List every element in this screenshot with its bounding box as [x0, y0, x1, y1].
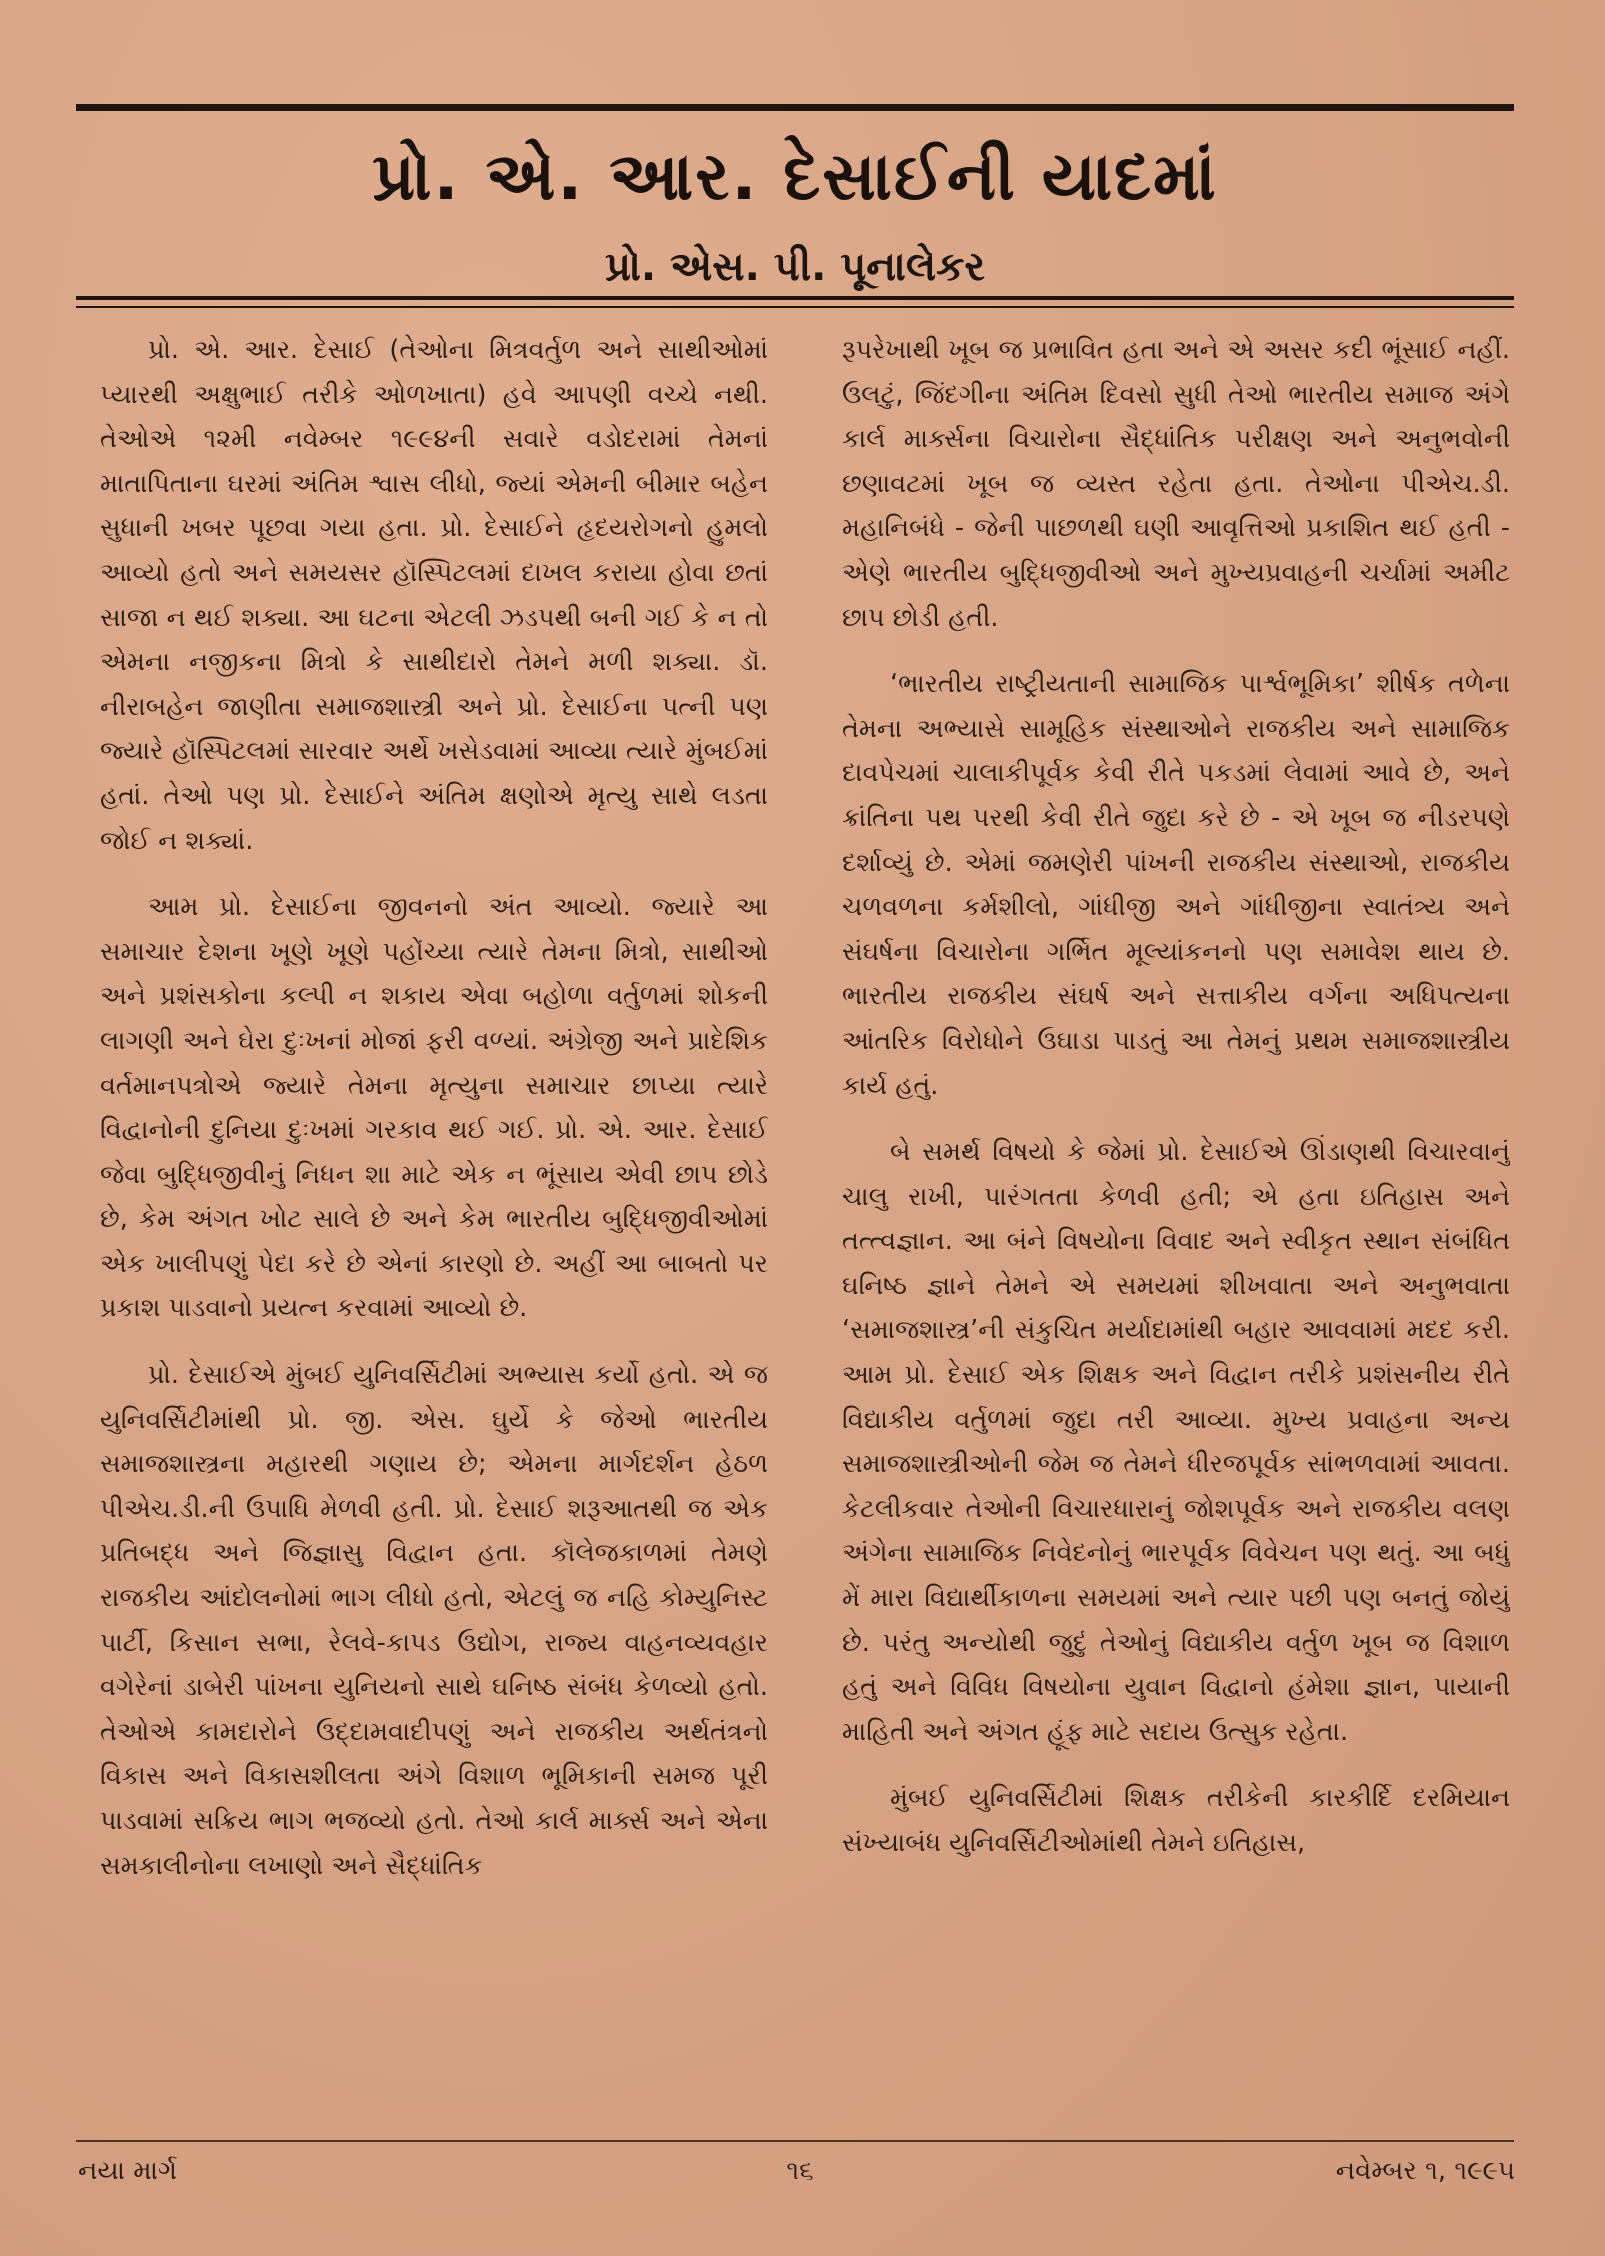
- header-rule-thick: [76, 296, 1514, 300]
- paragraph: બે સમર્થ વિષયો કે જેમાં પ્રો. દેસાઈએ ઊંડાણથી વિચારવાનું ચાલુ રાખી, પારંગતતા કેળવી હતી; એ હતા ઇતિહાસ અને તત્ત્વજ્ઞાન. આ બંને વિષયોના વિવાદ અને સ્વીકૃત સ્થાન સંબંધિત ઘનિષ્ઠ જ્ઞાને તેમને એ સમયમાં શીખવાતા અને અનુભવાતા ‘સમાજશાસ્ત્ર’ની સંકુચિત મર્યાદામાંથી બહાર આવવામાં મદદ કરી. આમ પ્રો. દેસાઈ એક શિક્ષક અને વિદ્વાન તરીકે પ્રશંસનીય રીતે વિદ્યાકીય વર્તુળમાં જુદા તરી આવ્યા. મુખ્ય પ્રવાહના અન્ય સમાજશાસ્ત્રીઓની જેમ જ તેમને ધીરજપૂર્વક સાંભળવામાં આવતા. કેટલીકવાર તેઓની વિચારધારાનું જોશપૂર્વક અને રાજકીય વલણ અંગેના સામાજિક નિવેદનોનું ભારપૂર્વક વિવેચન પણ થતું. આ બધું મેં મારા વિદ્યાર્થીકાળના સમયમાં અને ત્યાર પછી પણ બનતું જોયું છે. પરંતુ અન્યોથી જુદું તેઓનું વિદ્યાકીય વર્તુળ ખૂબ જ વિશાળ હતું અને વિવિધ વિષયોના યુવાન વિદ્વાનો હંમેશા જ્ઞાન, પાયાની માહિતી અને અંગત હૂંફ માટે સદાય ઉત્સુક રહેતા.: [842, 1137, 1510, 1747]
- footer-page-number: ૧૬: [786, 2156, 814, 2186]
- article-title: પ્રો. એ. આર. દેસાઈની યાદમાં: [372, 138, 1218, 215]
- paragraph: આમ પ્રો. દેસાઈના જીવનનો અંત આવ્યો. જ્યારે આ સમાચાર દેશના ખૂણે ખૂણે પહોંચ્યા ત્યારે તેમના મિત્રો, સાથીઓ અને પ્રશંસકોના કલ્પી ન શકાય એવા બહોળા વર્તુળમાં શોકની લાગણી અને ઘેરા દુઃખનાં મોજાં ફરી વળ્યાં. અંગ્રેજી અને પ્રાદેશિક વર્તમાનપત્રોએ જ્યારે તેમના મૃત્યુના સમાચાર છાપ્યા ત્યારે વિદ્વાનોની દુનિયા દુઃખમાં ગરકાવ થઈ ગઈ. પ્રો. એ. આર. દેસાઈ જેવા બુદ્ધિજીવીનું નિધન શા માટે એક ન ભૂંસાય એવી છાપ છોડે છે, કેમ અંગત ખોટ સાલે છે અને કેમ ભારતીય બુદ્ધિજીવીઓમાં એક ખાલીપણું પેદા કરે છે એનાં કારણો છે. અહીં આ બાબતો પર પ્રકાશ પાડવાનો પ્રયત્ન કરવામાં આવ્યો છે.: [100, 892, 768, 1324]
- header-rule-thin: [76, 306, 1514, 308]
- paragraph-continued: રૂપરેખાથી ખૂબ જ પ્રભાવિત હતા અને એ અસર કદી ભૂંસાઈ નહીં. ઉલટું, જિંદગીના અંતિમ દિવસો સુધી તેઓ ભારતીય સમાજ અંગે કાર્લ માર્ક્સના વિચારોના સૈદ્ધાંતિક પરીક્ષણ અને અનુભવોની છણાવટમાં ખૂબ જ વ્યસ્ત રહેતા હતા. તેઓના પીએચ.ડી. મહાનિબંધે - જેની પાછળથી ઘણી આવૃત્તિઓ પ્રકાશિત થઈ હતી - એણે ભારતીય બુદ્ધિજીવીઓ અને મુખ્યપ્રવાહની ચર્ચામાં અમીટ છાપ છોડી હતી.: [842, 335, 1510, 633]
- paragraph: મુંબઈ યુનિવર્સિટીમાં શિક્ષક તરીકેની કારકીર્દિ દરમિયાન સંખ્યાબંધ યુનિવર્સિટીઓમાંથી તેમને ઇતિહાસ,: [842, 1783, 1510, 1858]
- right-column: [842, 328, 1510, 2048]
- top-rule: [76, 104, 1514, 111]
- paragraph: પ્રો. દેસાઈએ મુંબઈ યુનિવર્સિટીમાં અભ્યાસ કર્યો હતો. એ જ યુનિવર્સિટીમાંથી પ્રો. જી. એસ. ઘુર્યે કે જેઓ ભારતીય સમાજશાસ્ત્રના મહારથી ગણાય છે; એમના માર્ગદર્શન હેઠળ પીએચ.ડી.ની ઉપાધિ મેળવી હતી. પ્રો. દેસાઈ શરૂઆતથી જ એક પ્રતિબદ્ધ અને જિજ્ઞાસુ વિદ્વાન હતા. કૉલેજકાળમાં તેમણે રાજકીય આંદોલનોમાં ભાગ લીધો હતો, એટલું જ નહિ કોમ્યુનિસ્ટ પાર્ટી, કિસાન સભા, રેલવે-કાપડ ઉદ્યોગ, રાજ્ય વાહનવ્યવહાર વગેરેનાં ડાબેરી પાંખના યુનિયનો સાથે ઘનિષ્ઠ સંબંધ કેળવ્યો હતો. તેઓએ કામદારોને ઉદ્દામવાદીપણું અને રાજકીય અર્થતંત્રનો વિકાસ અને વિકાસશીલતા અંગે વિશાળ ભૂમિકાની સમજ પૂરી પાડવામાં સક્રિય ભાગ ભજવ્યો હતો. તેઓ કાર્લ માર્ક્સ અને એના સમકાલીનોના લખાણો અને સૈદ્ધાંતિક: [100, 1360, 768, 1881]
- footer-rule: [76, 2140, 1514, 2142]
- paragraph: પ્રો. એ. આર. દેસાઈ (તેઓના મિત્રવર્તુળ અને સાથીઓમાં પ્યારથી અક્ષુભાઈ તરીકે ઓળખાતા) હવે આપણી વચ્ચે નથી. તેઓએ ૧૨મી નવેમ્બર ૧૯૯૪ની સવારે વડોદરામાં તેમનાં માતાપિતાના ઘરમાં અંતિમ શ્વાસ લીધો, જ્યાં એમની બીમાર બહેન સુધાની ખબર પૂછવા ગયા હતા. પ્રો. દેસાઈને હૃદયરોગનો હુમલો આવ્યો હતો અને સમયસર હૉસ્પિટલમાં દાખલ કરાયા હોવા છતાં સાજા ન થઈ શક્યા. આ ઘટના એટલી ઝડપથી બની ગઈ કે ન તો એમના નજીકના મિત્રો કે સાથીદારો તેમને મળી શક્યા. ડૉ. નીરાબહેન જાણીતા સમાજશાસ્ત્રી અને પ્રો. દેસાઈના પત્ની પણ જ્યારે હૉસ્પિટલમાં સારવાર અર્થે ખસેડવામાં આવ્યા ત્યારે મુંબઈમાં હતાં. તેઓ પણ પ્રો. દેસાઈને અંતિમ ક્ષણોએ મૃત્યુ સાથે લડતા જોઈ ન શક્યાં.: [100, 335, 768, 856]
- footer-publication: નયા માર્ગ: [78, 2156, 178, 2186]
- footer-date: નવેમ્બર ૧, ૧૯૯૫: [1335, 2156, 1515, 2186]
- paragraph: ‘ભારતીય રાષ્ટ્રીયતાની સામાજિક પાર્શ્વભૂમિકા’ શીર્ષક તળેના તેમના અભ્યાસે સામૂહિક સંસ્થાઓને રાજકીય અને સામાજિક દાવપેચમાં ચાલાકીપૂર્વક કેવી રીતે પકડમાં લેવામાં આવે છે, અને ક્રાંતિના પથ પરથી કેવી રીતે જુદા કરે છે - એ ખૂબ જ નીડરપણે દર્શાવ્યું છે. એમાં જમણેરી પાંખની રાજકીય સંસ્થાઓ, રાજકીય ચળવળના કર્મશીલો, ગાંધીજી અને ગાંધીજીના સ્વાતંત્ર્ય અને સંઘર્ષના વિચારોના ગર્ભિત મૂલ્યાંકનનો પણ સમાવેશ થાય છે. ભારતીય રાજકીય સંઘર્ષ અને સત્તાકીય વર્ગના અધિપત્યના આંતરિક વિરોધોને ઉઘાડા પાડતું આ તેમનું પ્રથમ સમાજશાસ્ત્રીય કાર્ય હતું.: [842, 669, 1510, 1101]
- article-author: પ્રો. એસ. પી. પૂનાલેકર: [604, 244, 986, 290]
- left-column: [100, 328, 768, 2048]
